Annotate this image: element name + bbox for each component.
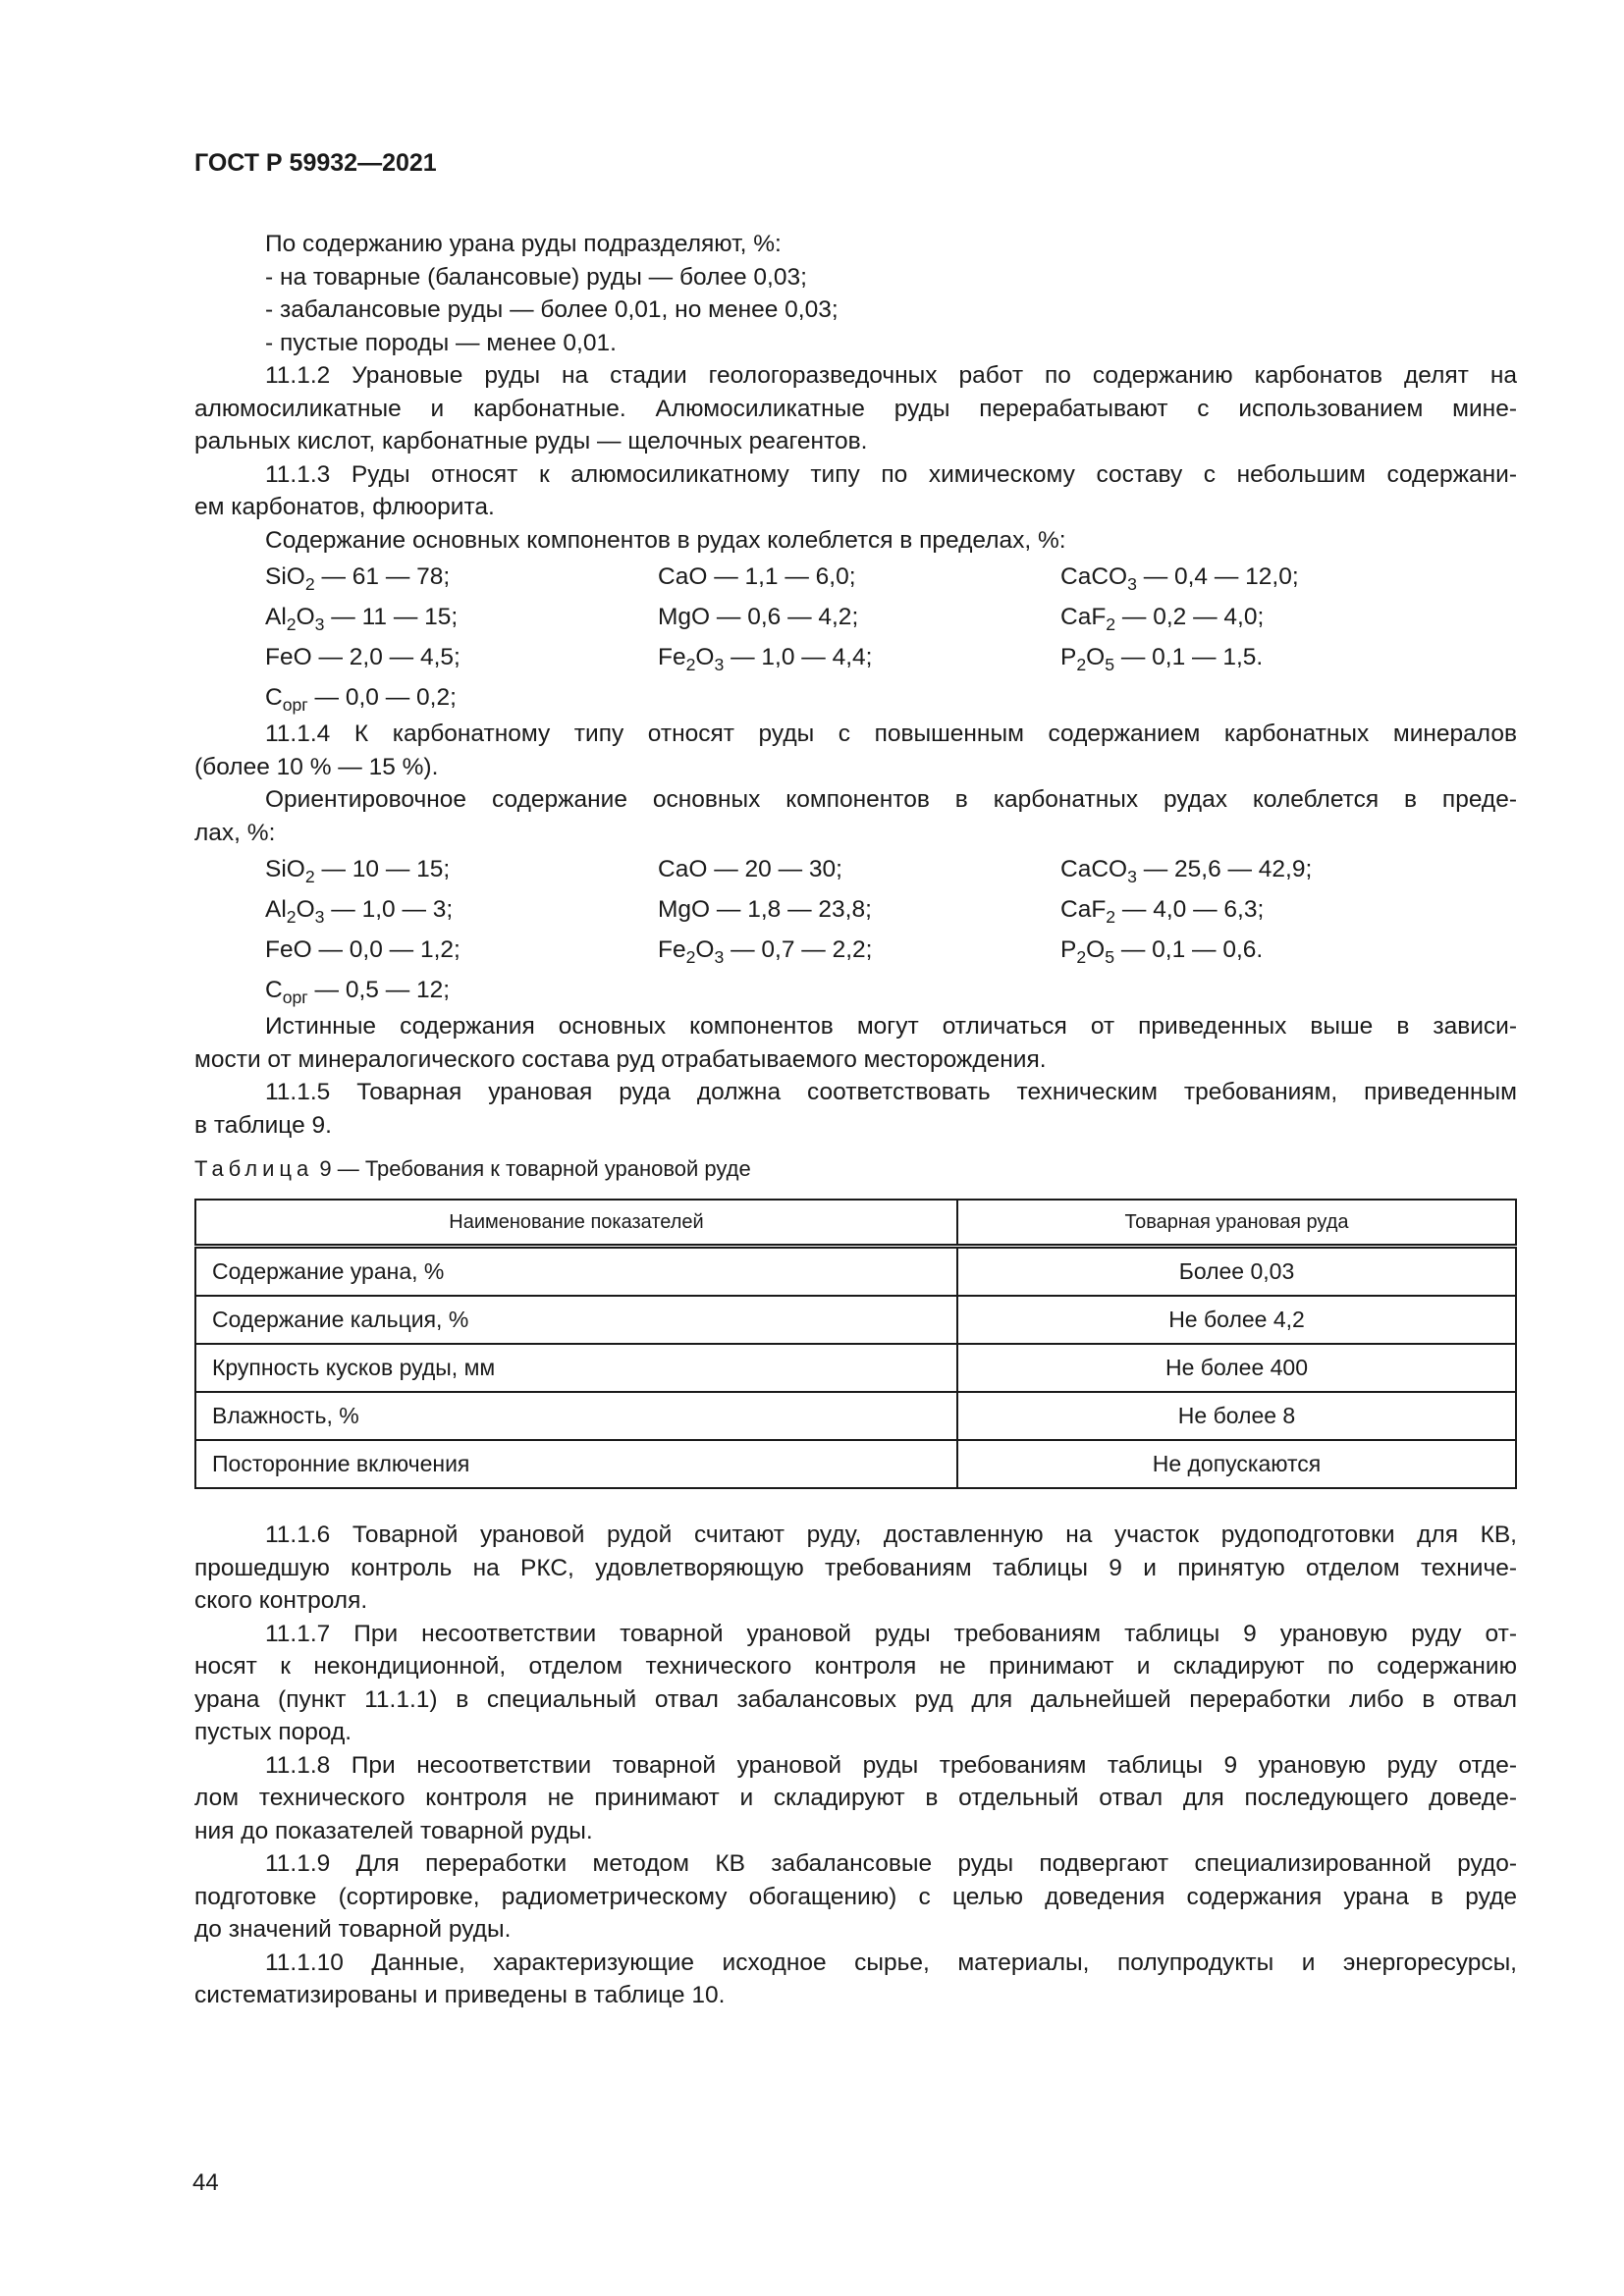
composition-item xyxy=(1060,889,1264,930)
table-header-row xyxy=(195,1200,1516,1247)
paragraph xyxy=(194,327,1517,360)
paragraph xyxy=(194,1519,1517,1618)
text-line: пустых пород. xyxy=(194,1719,352,1745)
text-line: в таблице 9. xyxy=(194,1111,332,1139)
page-number: 44 xyxy=(192,2169,219,2196)
text-block xyxy=(194,228,1517,557)
formula-subscript: 3 xyxy=(1127,574,1137,595)
formula-subscript: 2 xyxy=(1076,655,1087,675)
text-line: - забалансовые руды — более 0,01, но менее 0,03; xyxy=(265,296,839,323)
composition-list-carbonate xyxy=(194,849,1517,1010)
formula-subscript: 2 xyxy=(685,655,696,675)
composition-item xyxy=(265,637,658,677)
paragraph xyxy=(194,1749,1517,1848)
table-caption-word: Таблица xyxy=(194,1156,314,1181)
text-line: ния до показателей товарной руды. xyxy=(194,1817,593,1844)
composition-range: — 2,0 — 4,5; xyxy=(311,644,460,670)
formula-base: Fe xyxy=(658,936,686,963)
composition-range: — 1,8 — 23,8; xyxy=(710,896,872,923)
formula-subscript: 3 xyxy=(714,947,725,968)
table-caption-title: 9 — Требования к товарной урановой руде xyxy=(313,1156,751,1181)
indicator-value: Более 0,03 xyxy=(957,1247,1516,1297)
column-header: Товарная урановая руда xyxy=(957,1200,1516,1247)
text-line: 11.1.4 К карбонатному типу относят руды с повышенным содержанием карбонатных минералов xyxy=(265,721,1517,747)
paragraph xyxy=(194,1947,1517,2012)
composition-item xyxy=(658,849,1060,889)
composition-row xyxy=(194,849,1517,889)
text-line: носят к некондиционной, отделом технического контроля не принимают и складируют по содержанию xyxy=(194,1653,1517,1680)
text-line: 11.1.3 Руды относят к алюмосиликатному типу по химическому составу с небольшим содержани- xyxy=(265,460,1517,488)
text-line: лом технического контроля не принимают и складируют в отдельный отвал для последующего доведе- xyxy=(194,1785,1517,1811)
composition-item xyxy=(265,849,658,889)
indicator-value: Не более 4,2 xyxy=(957,1296,1516,1344)
formula-subscript: 3 xyxy=(314,907,325,928)
paragraph xyxy=(194,261,1517,294)
composition-item xyxy=(658,637,1060,677)
formula-base: O xyxy=(1086,644,1106,670)
page-body xyxy=(194,228,1517,2012)
text-line: Содержание основных компонентов в рудах колеблется в пределах, %: xyxy=(265,526,1066,554)
composition-item xyxy=(1060,637,1263,677)
formula-subscript: 2 xyxy=(304,574,315,595)
composition-range: — 25,6 — 42,9; xyxy=(1136,856,1313,882)
indicator-value: Не допускаются xyxy=(957,1440,1516,1488)
composition-item xyxy=(1060,930,1263,970)
formula-subscript: 2 xyxy=(1076,947,1087,968)
formula-subscript: 5 xyxy=(1105,947,1115,968)
formula-base: CaCO xyxy=(1060,856,1128,882)
composition-range: — 0,0 — 0,2; xyxy=(307,684,457,711)
composition-row xyxy=(194,557,1517,597)
text-line: систематизированы и приведены в таблице 10. xyxy=(194,1982,726,2008)
paragraph xyxy=(194,1847,1517,1947)
requirements-table xyxy=(194,1199,1517,1489)
composition-range: — 61 — 78; xyxy=(314,563,451,590)
formula-base: O xyxy=(296,604,315,630)
formula-subscript: 5 xyxy=(1105,655,1115,675)
composition-range: — 1,0 — 4,4; xyxy=(724,644,873,670)
text-line: лах, %: xyxy=(194,819,276,846)
paragraph xyxy=(194,783,1517,849)
indicator-name: Крупность кусков руды, мм xyxy=(195,1344,957,1392)
text-line: до значений товарной руды. xyxy=(194,1916,512,1943)
composition-range: — 11 — 15; xyxy=(324,604,459,630)
composition-item xyxy=(1060,849,1312,889)
text-line: Истинные содержания основных компонентов могут отличаться от приведенных выше в зависи- xyxy=(265,1013,1517,1040)
formula-base: FeO xyxy=(265,644,312,670)
formula-base: O xyxy=(1086,936,1106,963)
formula-subscript: 3 xyxy=(314,614,325,635)
formula-base: C xyxy=(265,684,283,711)
text-line: 11.1.8 При несоответствии товарной урановой руды требованиям таблицы 9 урановую руду отде- xyxy=(265,1751,1517,1779)
composition-item xyxy=(1060,557,1299,597)
text-block xyxy=(194,718,1517,849)
indicator-name: Содержание урана, % xyxy=(195,1247,957,1297)
paragraph xyxy=(194,458,1517,524)
composition-row xyxy=(194,970,1517,1010)
text-line: По содержанию урана руды подразделяют, %: xyxy=(265,231,782,257)
table-caption xyxy=(194,1151,1517,1187)
formula-subscript: 2 xyxy=(286,614,297,635)
table-row xyxy=(195,1296,1516,1344)
formula-base: MgO xyxy=(658,896,711,923)
paragraph xyxy=(194,228,1517,261)
text-line: ского контроля. xyxy=(194,1587,368,1614)
text-line: - пустые породы — менее 0,01. xyxy=(265,329,617,356)
composition-range: — 0,5 — 12; xyxy=(307,977,451,1003)
composition-range: — 20 — 30; xyxy=(707,856,842,882)
formula-subscript: 3 xyxy=(714,655,725,675)
text-line: подготовке (сортировке, радиометрическому обогащению) с целью доведения содержания урана в руде xyxy=(194,1883,1517,1910)
paragraph xyxy=(194,359,1517,458)
composition-item xyxy=(265,677,658,718)
indicator-value: Не более 8 xyxy=(957,1392,1516,1440)
text-line: 11.1.6 Товарной урановой рудой считают руду, доставленную на участок рудоподготовки для КВ, xyxy=(265,1522,1517,1548)
paragraph xyxy=(194,1618,1517,1749)
indicator-name: Содержание кальция, % xyxy=(195,1296,957,1344)
formula-subscript: 2 xyxy=(685,947,696,968)
text-line: 11.1.9 Для переработки методом КВ забалансовые руды подвергают специализированной рудо- xyxy=(265,1850,1517,1877)
formula-base: C xyxy=(265,977,283,1003)
formula-base: SiO xyxy=(265,563,305,590)
composition-range: — 1,0 — 3; xyxy=(324,896,454,923)
composition-item xyxy=(265,889,658,930)
composition-item xyxy=(265,597,658,637)
formula-base: FeO xyxy=(265,936,312,963)
composition-range: — 10 — 15; xyxy=(314,856,451,882)
formula-base: O xyxy=(296,896,315,923)
text-line: прошедшую контроль на РКС, удовлетворяющую требованиям таблицы 9 и принятую отделом техниче- xyxy=(194,1554,1517,1581)
formula-base: O xyxy=(695,936,715,963)
formula-base: CaO xyxy=(658,856,708,882)
formula-subscript: 2 xyxy=(1106,614,1116,635)
text-line: - на товарные (балансовые) руды — более 0,03; xyxy=(265,263,807,291)
document-header: ГОСТ Р 59932—2021 xyxy=(194,149,437,177)
text-line: алюмосиликатные и карбонатные. Алюмосиликатные руды перерабатывают с использованием мине- xyxy=(194,395,1517,422)
formula-base: Al xyxy=(265,604,287,630)
composition-item xyxy=(658,557,1060,597)
indicator-value: Не более 400 xyxy=(957,1344,1516,1392)
composition-range: — 0,1 — 0,6. xyxy=(1114,936,1264,963)
table-row xyxy=(195,1344,1516,1392)
text-line: 11.1.10 Данные, характеризующие исходное сырье, материалы, полупродукты и энергоресурсы, xyxy=(265,1949,1517,1976)
column-header: Наименование показателей xyxy=(195,1200,957,1247)
paragraph xyxy=(194,718,1517,783)
composition-list-aluminosilicate xyxy=(194,557,1517,718)
paragraph xyxy=(194,1076,1517,1142)
composition-item xyxy=(265,930,658,970)
composition-item xyxy=(658,597,1060,637)
formula-base: CaF xyxy=(1060,896,1107,923)
composition-row xyxy=(194,889,1517,930)
paragraph xyxy=(194,1010,1517,1076)
indicator-name: Посторонние включения xyxy=(195,1440,957,1488)
composition-row xyxy=(194,637,1517,677)
formula-base: CaO xyxy=(658,563,708,590)
text-line: 11.1.7 При несоответствии товарной урановой руды требованиям таблицы 9 урановую руду от- xyxy=(265,1620,1517,1647)
formula-base: MgO xyxy=(658,604,711,630)
table-row xyxy=(195,1440,1516,1488)
text-line: 11.1.2 Урановые руды на стадии геологоразведочных работ по содержанию карбонатов делят на xyxy=(265,362,1517,389)
paragraph xyxy=(194,524,1517,558)
composition-range: — 0,6 — 4,2; xyxy=(710,604,859,630)
formula-subscript: 2 xyxy=(1106,907,1116,928)
formula-base: P xyxy=(1060,644,1077,670)
formula-base: O xyxy=(695,644,715,670)
text-line: ральных кислот, карбонатные руды — щелочных реагентов. xyxy=(194,428,868,454)
composition-range: — 4,0 — 6,3; xyxy=(1115,896,1265,923)
text-line: 11.1.5 Товарная урановая руда должна соответствовать техническим требованиям, приведенным xyxy=(265,1079,1517,1105)
composition-row xyxy=(194,677,1517,718)
formula-base: CaF xyxy=(1060,604,1107,630)
composition-row xyxy=(194,597,1517,637)
composition-range: — 1,1 — 6,0; xyxy=(707,563,856,590)
text-line: (более 10 % — 15 %). xyxy=(194,753,439,780)
formula-base: CaCO xyxy=(1060,563,1128,590)
text-block xyxy=(194,1010,1517,1142)
text-line: ем карбонатов, флюорита. xyxy=(194,494,495,520)
composition-item xyxy=(1060,597,1264,637)
formula-subscript: 2 xyxy=(304,867,315,887)
composition-row xyxy=(194,930,1517,970)
composition-item xyxy=(265,557,658,597)
formula-subscript: 2 xyxy=(286,907,297,928)
text-block xyxy=(194,1519,1517,2012)
formula-base: Fe xyxy=(658,644,686,670)
composition-range: — 0,4 — 12,0; xyxy=(1136,563,1299,590)
indicator-name: Влажность, % xyxy=(195,1392,957,1440)
composition-range: — 0,1 — 1,5. xyxy=(1114,644,1264,670)
formula-subscript: орг xyxy=(282,988,308,1008)
formula-base: SiO xyxy=(265,856,305,882)
composition-item xyxy=(658,889,1060,930)
text-line: Ориентировочное содержание основных компонентов в карбонатных рудах колеблется в преде- xyxy=(265,786,1517,813)
formula-base: P xyxy=(1060,936,1077,963)
composition-range: — 0,2 — 4,0; xyxy=(1115,604,1265,630)
formula-subscript: 3 xyxy=(1127,867,1137,887)
composition-item xyxy=(658,930,1060,970)
composition-range: — 0,0 — 1,2; xyxy=(311,936,460,963)
paragraph xyxy=(194,294,1517,327)
formula-base: Al xyxy=(265,896,287,923)
text-line: урана (пункт 11.1.1) в специальный отвал забалансовых руд для дальнейшей переработки либо в отвал xyxy=(194,1685,1517,1713)
composition-range: — 0,7 — 2,2; xyxy=(724,936,873,963)
formula-subscript: орг xyxy=(282,695,308,716)
text-line: мости от минералогического состава руд отрабатываемого месторождения. xyxy=(194,1045,1047,1073)
composition-item xyxy=(265,970,658,1010)
table-row xyxy=(195,1392,1516,1440)
table-row xyxy=(195,1247,1516,1297)
